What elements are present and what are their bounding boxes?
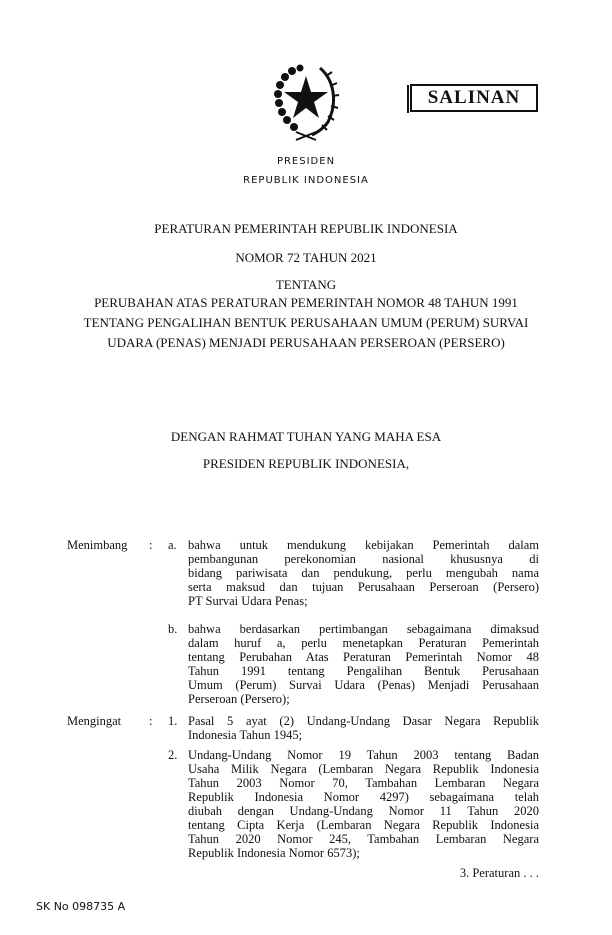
text-line: tentang Cipta Kerja (Lembaran Negara Republik Indonesia xyxy=(188,818,539,832)
text-line: Republik Indonesia Nomor 4297) sebagaimana telah xyxy=(188,790,539,804)
item-marker: b. xyxy=(168,622,178,636)
regulation-title: PERATURAN PEMERINTAH REPUBLIK INDONESIA xyxy=(154,221,458,236)
presiden-label: PRESIDEN xyxy=(276,156,336,167)
colon: : xyxy=(149,714,153,728)
serial-number: SK No 098735 A xyxy=(36,900,126,913)
mengingat-item-2 xyxy=(188,748,539,860)
item-marker: 2. xyxy=(168,748,178,762)
subject-line: UDARA (PENAS) MENJADI PERUSAHAAN PERSEROAN (PERSERO) xyxy=(107,335,505,350)
text-line: PT Survai Udara Penas; xyxy=(188,594,308,608)
text-line: Pasal 5 ayat (2) Undang-Undang Dasar Negara Republik xyxy=(188,714,539,728)
text-line: dalam huruf a, perlu menetapkan Peraturan Pemerintah xyxy=(188,636,539,650)
menimbang-item-b xyxy=(188,622,539,706)
item-marker: a. xyxy=(168,538,177,552)
menimbang-item-a xyxy=(188,538,539,608)
menimbang-label: Menimbang xyxy=(67,538,128,552)
republik-indonesia-label: REPUBLIK INDONESIA xyxy=(243,175,369,186)
rahmat-line: DENGAN RAHMAT TUHAN YANG MAHA ESA xyxy=(170,429,442,444)
text-line: pembangunan perekonomian nasional khususnya di xyxy=(188,552,539,566)
text-line: Tahun 2003 Nomor 70, Tambahan Lembaran Negara xyxy=(188,776,539,790)
text-line: diubah dengan Undang-Undang Nomor 11 Tahun 2020 xyxy=(188,804,539,818)
subject-line: TENTANG PENGALIHAN BENTUK PERUSAHAAN UMUM (PERUM) SURVAI xyxy=(83,315,529,330)
tentang-heading: TENTANG xyxy=(275,277,337,292)
text-line: bahwa untuk mendukung kebijakan Pemerintah dalam xyxy=(188,538,539,552)
salinan-stamp: SALINAN xyxy=(410,84,538,112)
text-line: Umum (Perum) Survai Udara (Penas) Menjadi Perusahaan xyxy=(188,678,539,692)
garuda-star-emblem-icon xyxy=(272,62,340,142)
text-line: Tahun 2020 Nomor 245, Tambahan Lembaran Negara xyxy=(188,832,539,846)
mengingat-item-1 xyxy=(188,714,539,742)
text-line: Perseroan (Persero); xyxy=(188,692,290,706)
item-marker: 1. xyxy=(168,714,178,728)
text-line: bidang pariwisata dan pendukung, perlu mengubah nama xyxy=(188,566,539,580)
regulation-number: NOMOR 72 TAHUN 2021 xyxy=(235,250,377,265)
mengingat-label: Mengingat xyxy=(67,714,122,728)
text-line: tentang Perubahan Atas Peraturan Pemerintah Nomor 48 xyxy=(188,650,539,664)
text-line: Indonesia Tahun 1945; xyxy=(188,728,303,742)
text-line: Tahun 1991 tentang Pengalihan Bentuk Perusahaan xyxy=(188,664,539,678)
text-line: Undang-Undang Nomor 19 Tahun 2003 tentang Badan xyxy=(188,748,539,762)
text-line: Usaha Milik Negara (Lembaran Negara Republik Indonesia xyxy=(188,762,539,776)
text-line: Republik Indonesia Nomor 6573); xyxy=(188,846,360,860)
presiden-line: PRESIDEN REPUBLIK INDONESIA, xyxy=(202,456,410,471)
text-line: bahwa berdasarkan pertimbangan sebagaimana dimaksud xyxy=(188,622,539,636)
subject-line: PERUBAHAN ATAS PERATURAN PEMERINTAH NOMOR 48 TAHUN 1991 xyxy=(94,295,518,310)
continuation-text: 3. Peraturan . . . xyxy=(459,866,539,880)
colon: : xyxy=(149,538,153,552)
text-line: serta maksud dan tujuan Perusahaan Perseroan (Persero) xyxy=(188,580,539,594)
